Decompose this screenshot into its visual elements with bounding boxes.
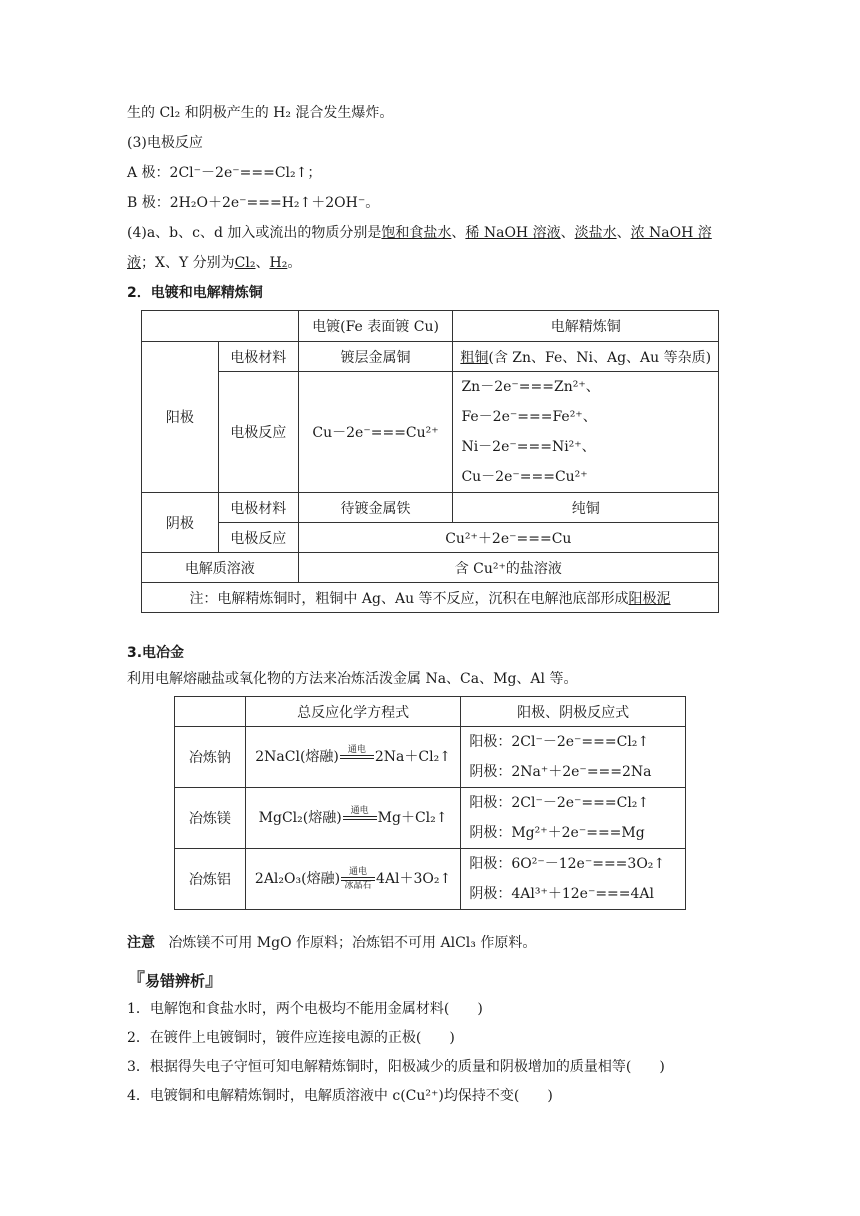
condition-bottom	[343, 820, 377, 830]
substances-line-2	[127, 253, 301, 273]
cathode-reaction: 阴极：Mg²⁺＋2e⁻===Mg	[469, 825, 645, 841]
table-cell: Cu－2e⁻===Cu²⁺	[298, 372, 453, 493]
equals-arrow	[340, 745, 374, 769]
reactant: 2Al₂O₃(熔融)	[254, 871, 341, 887]
a-electrode-reaction: A 极：2Cl⁻－2e⁻===Cl₂↑；	[127, 165, 322, 181]
section-title: 3.电冶金	[127, 645, 185, 661]
row-sublabel: 电极材料	[218, 342, 298, 372]
reactant: MgCl₂(熔融)	[258, 810, 342, 826]
b-electrode-reaction: B 极：2H₂O＋2e⁻===H₂↑＋2OH⁻。	[127, 195, 380, 211]
substance-c: 淡盐水	[574, 225, 617, 241]
anode-mud: 阳极泥	[628, 590, 671, 607]
empty-header-cell	[142, 311, 299, 342]
gas-y: H₂	[269, 255, 288, 271]
product: 2Na＋Cl₂↑	[374, 749, 451, 765]
row-label: 冶炼镁	[175, 788, 246, 849]
cathode-reaction: 阴极：4Al³⁺＋12e⁻===4Al	[469, 886, 655, 902]
list-item: 2．在镀件上电镀铜时，镀件应连接电源的正极( )	[127, 1030, 455, 1046]
row-sublabel: 电极材料	[218, 493, 298, 523]
substance-a: 饱和食盐水	[381, 225, 452, 241]
half-reactions-cell	[461, 849, 686, 910]
heading-text: 易错辨析	[145, 972, 206, 990]
left-bracket-icon: 『	[127, 970, 145, 991]
anode-reaction: 阳极：2Cl⁻－2e⁻===Cl₂↑	[469, 795, 650, 811]
anode-reaction: 阳极：2Cl⁻－2e⁻===Cl₂↑	[469, 734, 650, 750]
table-note	[142, 583, 719, 613]
equation-cell	[245, 849, 461, 910]
row-label: 电解质溶液	[142, 553, 299, 583]
right-bracket-icon: 』	[205, 970, 224, 991]
table-cell: 纯铜	[453, 493, 719, 523]
half-reactions-cell	[461, 727, 686, 788]
column-header: 总反应化学方程式	[245, 697, 461, 727]
row-sublabel: 电极反应	[218, 523, 298, 553]
substances-line	[127, 223, 712, 243]
subsection-title: (3)电极反应	[127, 135, 203, 151]
list-item: 3．根据得失电子守恒可知电解精炼铜时，阳极减少的质量和阴极增加的质量相等( )	[127, 1059, 665, 1075]
substance-d: 浓 NaOH 溶	[630, 225, 712, 241]
equals-arrow	[341, 867, 375, 891]
anode-reaction: 阳极：6O²⁻－12e⁻===3O₂↑	[469, 856, 666, 872]
empty-header-cell	[175, 697, 246, 727]
column-header: 电镀(Fe 表面镀 Cu)	[298, 311, 453, 342]
separator: 、	[616, 225, 631, 241]
text-line: 生的 Cl₂ 和阴极产生的 H₂ 混合发生爆炸。	[127, 105, 394, 121]
row-label: 冶炼铝	[175, 849, 246, 910]
substance-b: 稀 NaOH 溶液	[465, 225, 561, 241]
row-label: 阳极	[142, 342, 219, 493]
table-cell: 镀层金属铜	[298, 342, 453, 372]
condition-bottom	[340, 759, 374, 769]
section-description: 利用电解熔融盐或氧化物的方法来冶炼活泼金属 Na、Ca、Mg、Al 等。	[127, 671, 578, 687]
row-sublabel: 电极反应	[218, 372, 298, 493]
error-analysis-heading	[127, 966, 223, 992]
notice	[127, 933, 536, 953]
condition-top: 通电	[347, 745, 366, 755]
notice-label: 注意	[127, 935, 155, 951]
product: 4Al＋3O₂↑	[376, 871, 452, 887]
gas-x: Cl₂	[234, 255, 256, 271]
table-cell: 含 Cu²⁺的盐溶液	[298, 553, 718, 583]
section-title: 2．电镀和电解精炼铜	[127, 285, 263, 301]
column-header: 阳极、阴极反应式	[461, 697, 686, 727]
list-item: 1．电解饱和食盐水时，两个电极均不能用金属材料( )	[127, 1001, 483, 1017]
separator: 、	[560, 225, 575, 241]
equation-cell	[245, 788, 461, 849]
notice-text: 冶炼镁不可用 MgO 作原料；冶炼铝不可用 AlCl₃ 作原料。	[168, 935, 537, 951]
equals-arrow	[343, 806, 377, 830]
table-cell: 待镀金属铁	[298, 493, 453, 523]
reaction-line: Zn－2e⁻===Zn²⁺、	[461, 379, 600, 395]
cathode-reaction: 阴极：2Na⁺＋2e⁻===2Na	[469, 764, 652, 780]
impurities-text: (含 Zn、Fe、Ni、Ag、Au 等杂质)	[488, 349, 712, 366]
metallurgy-table	[174, 696, 686, 910]
plating-refining-table	[141, 310, 719, 613]
period: 。	[287, 255, 302, 271]
row-label: 冶炼钠	[175, 727, 246, 788]
reactant: 2NaCl(熔融)	[255, 749, 339, 765]
substances-prefix: (4)a、b、c、d 加入或流出的物质分别是	[127, 225, 382, 241]
column-header: 电解精炼铜	[453, 311, 719, 342]
condition-top: 通电	[349, 867, 368, 877]
note-text: 注：电解精炼铜时，粗铜中 Ag、Au 等不反应，沉积在电解池底部形成	[189, 590, 629, 607]
condition-bottom: 冰晶石	[344, 881, 372, 891]
table-cell: Cu²⁺＋2e⁻===Cu	[298, 523, 718, 553]
reaction-line: Fe－2e⁻===Fe²⁺、	[461, 409, 597, 425]
equation-cell	[245, 727, 461, 788]
crude-copper: 粗铜	[460, 349, 489, 366]
xy-label: ；X、Y 分别为	[141, 255, 235, 271]
row-label: 阴极	[142, 493, 219, 553]
reaction-line: Cu－2e⁻===Cu²⁺	[461, 469, 588, 485]
list-item: 4．电镀铜和电解精炼铜时，电解质溶液中 c(Cu²⁺)均保持不变( )	[127, 1088, 553, 1104]
separator: 、	[255, 255, 270, 271]
product: Mg＋Cl₂↑	[377, 810, 448, 826]
substance-d-end: 液	[127, 255, 141, 271]
condition-top: 通电	[350, 806, 369, 816]
table-cell	[453, 342, 719, 372]
table-cell	[453, 372, 719, 493]
half-reactions-cell	[461, 788, 686, 849]
separator: 、	[451, 225, 466, 241]
reaction-line: Ni－2e⁻===Ni²⁺、	[461, 439, 596, 455]
